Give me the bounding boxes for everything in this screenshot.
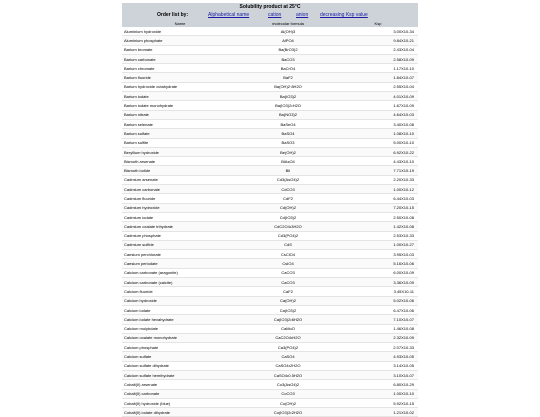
ksp-cell: 3.36X10-09 [338, 278, 418, 287]
compound-name-cell: Calcium sulfate [122, 352, 238, 361]
formula-cell: CaF2 [238, 287, 338, 296]
table-row [122, 370, 418, 379]
table-row [122, 361, 418, 370]
order-bar [122, 11, 418, 20]
table-row [122, 315, 418, 324]
formula-cell: Ba(NO3)2 [238, 110, 338, 119]
compound-name-cell: Cadmium sulfide [122, 240, 238, 249]
ksp-cell: 1.08X10-10 [338, 129, 418, 138]
ksp-cell: 2.32X10-09 [338, 333, 418, 342]
compound-name-cell: Barium chromate [122, 64, 238, 73]
order-link-alphabetical[interactable]: Alphabetical name [208, 12, 250, 18]
ksp-cell: 6.92X10-22 [338, 147, 418, 156]
table-row [122, 250, 418, 259]
formula-cell: Ba(IO3)2•H2O [238, 101, 338, 110]
formula-cell: Co3(AsO4)2 [238, 380, 338, 389]
order-label: Order list by: [157, 12, 189, 18]
ksp-cell: 1.00X10-10 [338, 389, 418, 398]
ksp-cell: 2.50X10-08 [338, 212, 418, 221]
compound-name-cell: Cobalt(II) carbonate [122, 389, 238, 398]
ksp-cell: 2.58X10-09 [338, 54, 418, 63]
formula-cell: Be(OH)2 [238, 147, 338, 156]
ksp-cell: 1.00X10-27 [338, 240, 418, 249]
table-row [122, 138, 418, 147]
compound-name-cell: Barium bromate [122, 45, 238, 54]
formula-cell: BaSO4 [238, 129, 338, 138]
ksp-cell: 1.42X10-08 [338, 222, 418, 231]
order-link-ksp[interactable]: decreasing Ksp value [320, 12, 368, 18]
table-row [122, 82, 418, 91]
ksp-cell: 7.71X10-19 [338, 166, 418, 175]
table-row [122, 324, 418, 333]
ksp-cell: 5.00X10-10 [338, 138, 418, 147]
table-row [122, 36, 418, 45]
table-row [122, 343, 418, 352]
formula-cell: BiAsO4 [238, 157, 338, 166]
formula-cell: Ba(IO3)2 [238, 92, 338, 101]
ksp-cell: 5.92X10-15 [338, 398, 418, 407]
ksp-cell: 2.43X10-04 [338, 45, 418, 54]
formula-cell: BaSeO4 [238, 119, 338, 128]
compound-name-cell: Calcium phosphate [122, 343, 238, 352]
compound-name-cell: Barium iodate monohydrate [122, 101, 238, 110]
ksp-cell: 3.14X10-05 [338, 361, 418, 370]
table-row [122, 175, 418, 184]
formula-cell: BaCO3 [238, 54, 338, 63]
ksp-cell: 4.43X10-10 [338, 157, 418, 166]
ksp-cell: 5.16X10-06 [338, 259, 418, 268]
table-row [122, 408, 418, 417]
compound-name-cell: Cobalt(II) hydroxide (blue) [122, 398, 238, 407]
ksp-cell: 1.00X10-12 [338, 185, 418, 194]
compound-name-cell: Calcium sulfate dihydrate [122, 361, 238, 370]
formula-cell: CdS [238, 240, 338, 249]
compound-name-cell: Calcium carbonate (calcite) [122, 278, 238, 287]
compound-name-cell: Bismuth iodide [122, 166, 238, 175]
formula-cell: BaSO3 [238, 138, 338, 147]
table-row [122, 352, 418, 361]
compound-name-cell: Calcium carbonate (aragonite) [122, 268, 238, 277]
formula-cell: Ba(BrO3)2 [238, 45, 338, 54]
compound-name-cell: Barium iodate [122, 92, 238, 101]
table-row [122, 231, 418, 240]
formula-cell: CaCO3 [238, 268, 338, 277]
compound-name-cell: Calcium fluoride [122, 287, 238, 296]
ksp-cell: 4.64X10-03 [338, 110, 418, 119]
ksp-cell: 1.17X10-10 [338, 64, 418, 73]
compound-name-cell: Beryllium hydroxide [122, 147, 238, 156]
compound-name-cell: Barium carbonate [122, 54, 238, 63]
ksp-cell: 2.53X10-33 [338, 231, 418, 240]
formula-cell: BaCrO4 [238, 64, 338, 73]
ksp-cell: 5.02X10-06 [338, 296, 418, 305]
ksp-cell: 6.00X10-09 [338, 268, 418, 277]
table-row [122, 212, 418, 221]
page-title: Solubility product at 25°C [122, 3, 418, 11]
formula-cell: CaCO3 [238, 278, 338, 287]
formula-cell: Cd(OH)2 [238, 203, 338, 212]
table-row [122, 119, 418, 128]
ksp-cell: 6.80X10-29 [338, 380, 418, 389]
table-row [122, 380, 418, 389]
formula-cell: CsClO4 [238, 250, 338, 259]
formula-cell: CdC2O4•3H2O [238, 222, 338, 231]
ksp-cell: 1.67X10-09 [338, 101, 418, 110]
ksp-cell: 6.44X10-03 [338, 194, 418, 203]
table-row [122, 268, 418, 277]
ksp-cell: 2.55X10-04 [338, 82, 418, 91]
table-row [122, 27, 418, 36]
ksp-cell: 1.21X10-02 [338, 408, 418, 417]
compound-name-cell: Cadmium oxalate trihydrate [122, 222, 238, 231]
formula-cell: BaF2 [238, 73, 338, 82]
formula-cell: CaSO4•2H2O [238, 361, 338, 370]
formula-cell: BiI [238, 166, 338, 175]
table-row [122, 129, 418, 138]
column-header-ksp: Ksp [338, 20, 418, 27]
column-header-formula: molecular formula [238, 20, 338, 27]
table-row [122, 287, 418, 296]
table-row [122, 203, 418, 212]
ksp-cell: 3.45X10-11 [338, 287, 418, 296]
compound-name-cell: Aluminium phosphate [122, 36, 238, 45]
ksp-cell: 7.10X10-07 [338, 315, 418, 324]
formula-cell: Cd(IO3)2 [238, 212, 338, 221]
ksp-cell: 9.84X10-21 [338, 36, 418, 45]
table-row [122, 296, 418, 305]
table-header-row [122, 20, 418, 27]
ksp-cell: 2.20X10-33 [338, 175, 418, 184]
compound-name-cell: Cobalt(II) iodate dihydrate [122, 408, 238, 417]
compound-name-cell: Barium fluoride [122, 73, 238, 82]
table-row [122, 305, 418, 314]
ksp-cell: 2.07X10-33 [338, 343, 418, 352]
compound-name-cell: Calcium iodate [122, 305, 238, 314]
solubility-table [122, 20, 418, 417]
table-row [122, 166, 418, 175]
formula-cell: CdF2 [238, 194, 338, 203]
ksp-cell: 6.47X10-06 [338, 305, 418, 314]
table-row [122, 110, 418, 119]
table-row [122, 64, 418, 73]
table-row [122, 194, 418, 203]
table-row [122, 259, 418, 268]
formula-cell: AlPO4 [238, 36, 338, 45]
compound-name-cell: Barium sulfate [122, 129, 238, 138]
table-row [122, 389, 418, 398]
order-link-cation[interactable]: cation [268, 12, 282, 18]
ksp-cell: 1.84X10-07 [338, 73, 418, 82]
formula-cell: Ca(OH)2 [238, 296, 338, 305]
table-row [122, 185, 418, 194]
ksp-cell: 1.46X10-08 [338, 324, 418, 333]
compound-name-cell: Cadmium carbonate [122, 185, 238, 194]
compound-name-cell: Bismuth arsenate [122, 157, 238, 166]
table-row [122, 147, 418, 156]
compound-name-cell: Caesium periodate [122, 259, 238, 268]
compound-name-cell: Barium hydroxide octahydrate [122, 82, 238, 91]
column-header-name: Name [122, 20, 238, 27]
formula-cell: Co(OH)2 [238, 398, 338, 407]
table-row [122, 101, 418, 110]
formula-cell: CaSO4 [238, 352, 338, 361]
compound-name-cell: Cadmium fluoride [122, 194, 238, 203]
compound-name-cell: Calcium oxalate monohydrate [122, 333, 238, 342]
formula-cell: Ba(OH)2·8H2O [238, 82, 338, 91]
ksp-cell: 7.20X10-15 [338, 203, 418, 212]
formula-cell: Cd3(AsO4)2 [238, 175, 338, 184]
compound-name-cell: Calcium iodate hexahydrate [122, 315, 238, 324]
compound-name-cell: Caesium perchlorate [122, 250, 238, 259]
compound-name-cell: Calcium sulfate hemihydrate [122, 370, 238, 379]
table-row [122, 240, 418, 249]
ksp-cell: 4.01X10-09 [338, 92, 418, 101]
table-row [122, 278, 418, 287]
compound-name-cell: Barium nitrate [122, 110, 238, 119]
compound-name-cell: Cobalt(II) arsenate [122, 380, 238, 389]
formula-cell: CoCO3 [238, 389, 338, 398]
compound-name-cell: Cadmium hydroxide [122, 203, 238, 212]
compound-name-cell: Calcium molybdate [122, 324, 238, 333]
table-row [122, 398, 418, 407]
ksp-cell: 4.93X10-05 [338, 352, 418, 361]
compound-name-cell: Cadmium iodate [122, 212, 238, 221]
formula-cell: Ca(IO3)2•6H2O [238, 315, 338, 324]
formula-cell: CaC2O4•H2O [238, 333, 338, 342]
formula-cell: Ca3(PO4)2 [238, 343, 338, 352]
compound-name-cell: Calcium hydroxide [122, 296, 238, 305]
table-row [122, 45, 418, 54]
table-row [122, 222, 418, 231]
formula-cell: Ca(IO3)2 [238, 305, 338, 314]
ksp-cell: 3.95X10-03 [338, 250, 418, 259]
solubility-table-container [122, 3, 418, 417]
ksp-cell: 3.40X10-08 [338, 119, 418, 128]
formula-cell: CaSO4•0.5H2O [238, 370, 338, 379]
formula-cell: Cd3(PO4)2 [238, 231, 338, 240]
formula-cell: CaMoO [238, 324, 338, 333]
table-row [122, 333, 418, 342]
compound-name-cell: Cadmium phosphate [122, 231, 238, 240]
order-link-anion[interactable]: anion [296, 12, 309, 18]
formula-cell: CdCO3 [238, 185, 338, 194]
compound-name-cell: Cadmium arsenate [122, 175, 238, 184]
table-row [122, 54, 418, 63]
compound-name-cell: Aluminium hydroxide [122, 27, 238, 36]
ksp-cell: 3.10X10-07 [338, 370, 418, 379]
ksp-cell: 3.00X10-34 [338, 27, 418, 36]
compound-name-cell: Barium sulfite [122, 138, 238, 147]
formula-cell: CsIO4 [238, 259, 338, 268]
table-row [122, 157, 418, 166]
compound-name-cell: Barium selenate [122, 119, 238, 128]
formula-cell: Al(OH)3 [238, 27, 338, 36]
table-row [122, 73, 418, 82]
table-row [122, 92, 418, 101]
formula-cell: Co(IO3)2•2H2O [238, 408, 338, 417]
